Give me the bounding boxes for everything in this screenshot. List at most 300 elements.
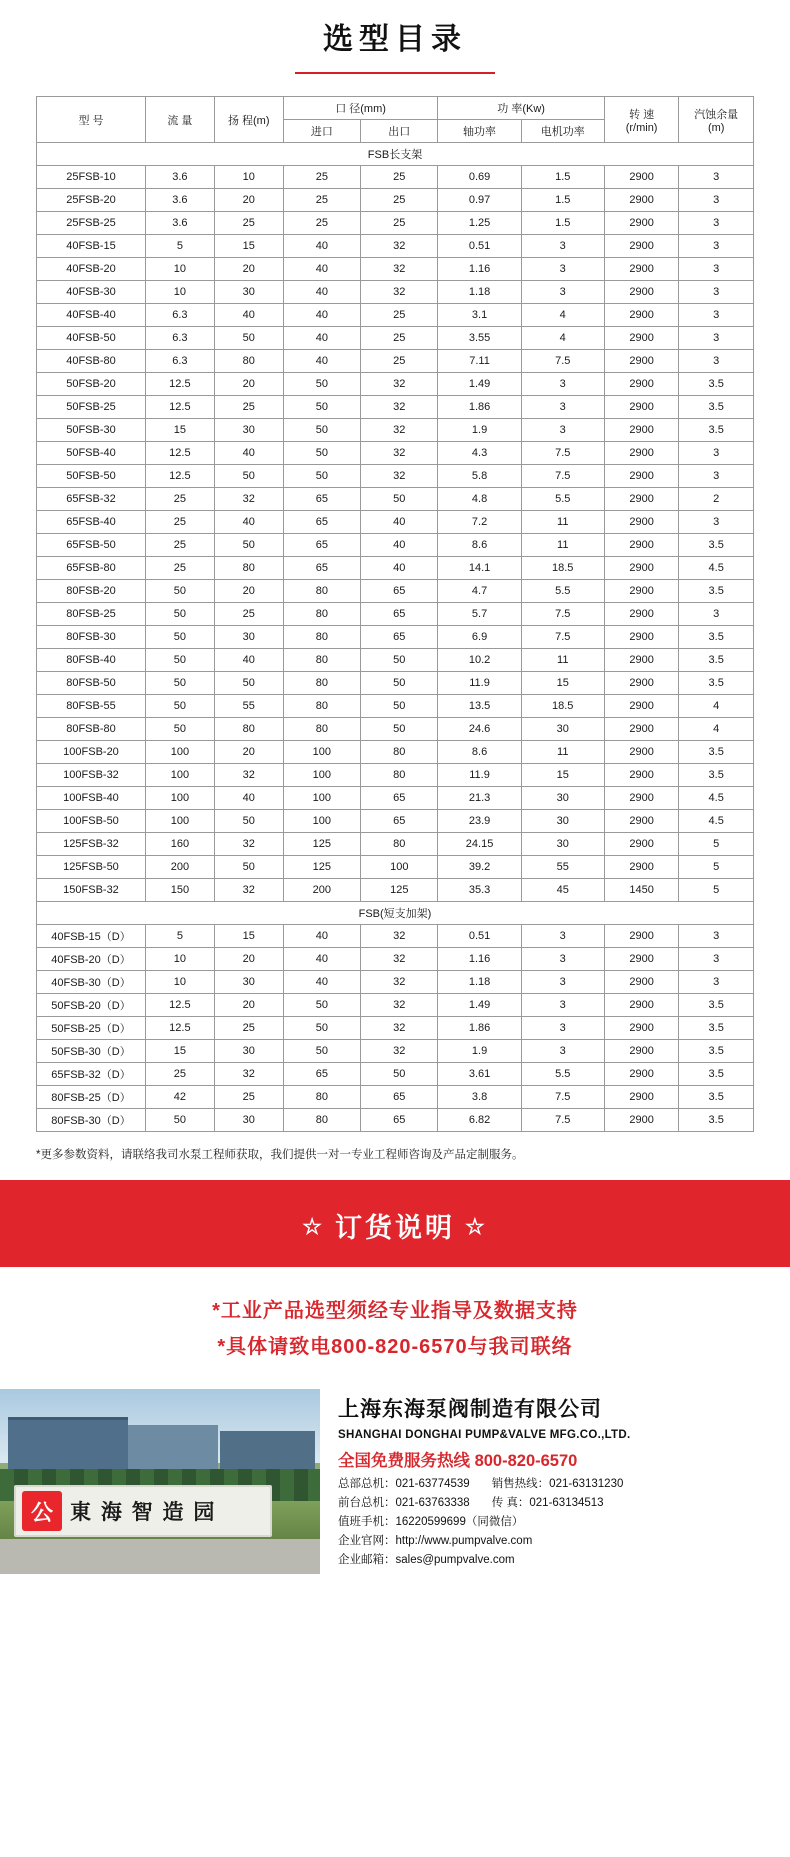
cell-inlet: 50 bbox=[283, 419, 360, 442]
contact-row bbox=[338, 1513, 780, 1532]
cell-outlet: 65 bbox=[361, 626, 438, 649]
cell-motor-power: 3 bbox=[521, 925, 604, 948]
th-npsh-unit: (m) bbox=[707, 121, 725, 134]
cell-outlet: 32 bbox=[361, 994, 438, 1017]
star-icon-right: ☆ bbox=[465, 1214, 488, 1239]
cell-npsh: 3 bbox=[679, 166, 754, 189]
cell-head: 25 bbox=[214, 396, 283, 419]
cell-outlet: 50 bbox=[361, 718, 438, 741]
photo-road bbox=[0, 1539, 320, 1574]
cell-model: 50FSB-50 bbox=[37, 465, 146, 488]
cell-speed: 2900 bbox=[604, 626, 679, 649]
cell-motor-power: 15 bbox=[521, 672, 604, 695]
cell-model: 40FSB-20 bbox=[37, 258, 146, 281]
cell-speed: 2900 bbox=[604, 1017, 679, 1040]
cell-motor-power: 3 bbox=[521, 994, 604, 1017]
cell-head: 20 bbox=[214, 741, 283, 764]
cell-speed: 2900 bbox=[604, 166, 679, 189]
cell-flow: 160 bbox=[145, 833, 214, 856]
cell-motor-power: 3 bbox=[521, 948, 604, 971]
cell-inlet: 80 bbox=[283, 626, 360, 649]
cell-model: 40FSB-30（D） bbox=[37, 971, 146, 994]
photo-signboard bbox=[14, 1485, 272, 1537]
cell-head: 15 bbox=[214, 235, 283, 258]
cell-npsh: 3 bbox=[679, 603, 754, 626]
cell-shaft-power: 8.6 bbox=[438, 534, 521, 557]
cell-inlet: 40 bbox=[283, 258, 360, 281]
table-row bbox=[37, 833, 754, 856]
cell-inlet: 50 bbox=[283, 1017, 360, 1040]
th-flow: 流 量 bbox=[145, 97, 214, 143]
cell-head: 40 bbox=[214, 442, 283, 465]
cell-head: 50 bbox=[214, 327, 283, 350]
cell-npsh: 3 bbox=[679, 304, 754, 327]
cell-outlet: 32 bbox=[361, 465, 438, 488]
cell-inlet: 50 bbox=[283, 465, 360, 488]
cell-motor-power: 3 bbox=[521, 235, 604, 258]
cell-inlet: 50 bbox=[283, 396, 360, 419]
cell-speed: 2900 bbox=[604, 1063, 679, 1086]
cell-outlet: 40 bbox=[361, 557, 438, 580]
cell-motor-power: 11 bbox=[521, 534, 604, 557]
cell-speed: 2900 bbox=[604, 304, 679, 327]
cell-model: 65FSB-32 bbox=[37, 488, 146, 511]
cell-npsh: 4.5 bbox=[679, 787, 754, 810]
cell-npsh: 3.5 bbox=[679, 1063, 754, 1086]
cell-outlet: 40 bbox=[361, 511, 438, 534]
cell-shaft-power: 4.7 bbox=[438, 580, 521, 603]
cell-inlet: 50 bbox=[283, 994, 360, 1017]
cell-head: 50 bbox=[214, 534, 283, 557]
cell-shaft-power: 1.86 bbox=[438, 396, 521, 419]
cell-speed: 2900 bbox=[604, 1086, 679, 1109]
cell-shaft-power: 13.5 bbox=[438, 695, 521, 718]
cell-model: 65FSB-80 bbox=[37, 557, 146, 580]
table-row bbox=[37, 373, 754, 396]
th-inlet: 进口 bbox=[283, 120, 360, 143]
table-row bbox=[37, 235, 754, 258]
cell-motor-power: 18.5 bbox=[521, 557, 604, 580]
cell-inlet: 40 bbox=[283, 304, 360, 327]
cell-npsh: 5 bbox=[679, 833, 754, 856]
cell-head: 10 bbox=[214, 166, 283, 189]
th-speed-unit: (r/min) bbox=[625, 121, 658, 134]
cell-speed: 2900 bbox=[604, 948, 679, 971]
cell-flow: 200 bbox=[145, 856, 214, 879]
cell-inlet: 200 bbox=[283, 879, 360, 902]
cell-npsh: 3 bbox=[679, 212, 754, 235]
cell-outlet: 50 bbox=[361, 1063, 438, 1086]
cell-shaft-power: 1.18 bbox=[438, 971, 521, 994]
cell-speed: 2900 bbox=[604, 212, 679, 235]
cell-model: 40FSB-30 bbox=[37, 281, 146, 304]
cell-head: 50 bbox=[214, 465, 283, 488]
contact-right: 传 真：021-63134513 bbox=[491, 1497, 604, 1509]
cell-inlet: 40 bbox=[283, 281, 360, 304]
cell-motor-power: 30 bbox=[521, 787, 604, 810]
cell-motor-power: 7.5 bbox=[521, 465, 604, 488]
cell-npsh: 3 bbox=[679, 925, 754, 948]
cell-outlet: 65 bbox=[361, 603, 438, 626]
cell-shaft-power: 39.2 bbox=[438, 856, 521, 879]
cell-npsh: 2 bbox=[679, 488, 754, 511]
cell-model: 100FSB-40 bbox=[37, 787, 146, 810]
cell-inlet: 80 bbox=[283, 672, 360, 695]
cell-model: 125FSB-50 bbox=[37, 856, 146, 879]
cell-outlet: 80 bbox=[361, 833, 438, 856]
cell-motor-power: 1.5 bbox=[521, 189, 604, 212]
th-shaft-power: 轴功率 bbox=[438, 120, 521, 143]
cell-npsh: 3.5 bbox=[679, 649, 754, 672]
footnote: *更多参数资料，请联络我司水泵工程师获取，我们提供一对一专业工程师咨询及产品定制服务。 bbox=[36, 1149, 524, 1161]
cell-motor-power: 3 bbox=[521, 1040, 604, 1063]
cell-head: 20 bbox=[214, 580, 283, 603]
cell-model: 40FSB-15（D） bbox=[37, 925, 146, 948]
cell-shaft-power: 23.9 bbox=[438, 810, 521, 833]
spec-table-head bbox=[37, 97, 754, 143]
cell-flow: 12.5 bbox=[145, 396, 214, 419]
cell-flow: 25 bbox=[145, 1063, 214, 1086]
cell-motor-power: 3 bbox=[521, 419, 604, 442]
group-row-fsb-short-bracket bbox=[37, 902, 754, 925]
cell-motor-power: 7.5 bbox=[521, 603, 604, 626]
th-motor-power: 电机功率 bbox=[521, 120, 604, 143]
cell-speed: 2900 bbox=[604, 695, 679, 718]
cell-head: 25 bbox=[214, 212, 283, 235]
company-logo-icon: 公 bbox=[22, 1491, 62, 1531]
cell-outlet: 40 bbox=[361, 534, 438, 557]
cell-outlet: 65 bbox=[361, 787, 438, 810]
cell-npsh: 3 bbox=[679, 281, 754, 304]
cell-npsh: 5 bbox=[679, 879, 754, 902]
contact-left: 前台总机：021-63763338 bbox=[338, 1497, 470, 1509]
cell-flow: 100 bbox=[145, 810, 214, 833]
table-row bbox=[37, 856, 754, 879]
table-row bbox=[37, 649, 754, 672]
cell-flow: 10 bbox=[145, 258, 214, 281]
table-row bbox=[37, 810, 754, 833]
cell-npsh: 4.5 bbox=[679, 557, 754, 580]
cell-model: 100FSB-50 bbox=[37, 810, 146, 833]
cell-flow: 42 bbox=[145, 1086, 214, 1109]
cell-inlet: 65 bbox=[283, 1063, 360, 1086]
cell-model: 50FSB-20（D） bbox=[37, 994, 146, 1017]
table-row bbox=[37, 1017, 754, 1040]
cell-inlet: 50 bbox=[283, 373, 360, 396]
cell-motor-power: 5.5 bbox=[521, 580, 604, 603]
cell-model: 65FSB-50 bbox=[37, 534, 146, 557]
cell-outlet: 50 bbox=[361, 672, 438, 695]
cell-npsh: 3.5 bbox=[679, 764, 754, 787]
table-row bbox=[37, 764, 754, 787]
cell-outlet: 32 bbox=[361, 442, 438, 465]
cell-model: 50FSB-25（D） bbox=[37, 1017, 146, 1040]
cell-head: 15 bbox=[214, 925, 283, 948]
th-npsh-label: 汽蚀余量 bbox=[694, 108, 739, 121]
cell-inlet: 65 bbox=[283, 511, 360, 534]
cell-npsh: 3.5 bbox=[679, 1086, 754, 1109]
cell-head: 32 bbox=[214, 879, 283, 902]
cell-shaft-power: 3.55 bbox=[438, 327, 521, 350]
cell-npsh: 3 bbox=[679, 189, 754, 212]
company-name-en: SHANGHAI DONGHAI PUMP&VALVE MFG.CO.,LTD. bbox=[338, 1429, 631, 1441]
cell-inlet: 100 bbox=[283, 787, 360, 810]
cell-motor-power: 7.5 bbox=[521, 1109, 604, 1132]
group-row-fsb-short-bracket-label: FSB(短支加架) bbox=[37, 902, 754, 925]
group-row-fsb-long-bracket-label: FSB长支架 bbox=[37, 143, 754, 166]
cell-inlet: 40 bbox=[283, 971, 360, 994]
cell-npsh: 3.5 bbox=[679, 626, 754, 649]
cell-head: 30 bbox=[214, 971, 283, 994]
cell-flow: 50 bbox=[145, 649, 214, 672]
notice-block bbox=[0, 1267, 790, 1389]
cell-speed: 2900 bbox=[604, 350, 679, 373]
cell-model: 80FSB-25（D） bbox=[37, 1086, 146, 1109]
cell-model: 100FSB-20 bbox=[37, 741, 146, 764]
table-row bbox=[37, 695, 754, 718]
spec-table-wrapper bbox=[0, 74, 790, 1132]
cell-inlet: 25 bbox=[283, 166, 360, 189]
cell-flow: 50 bbox=[145, 580, 214, 603]
table-row bbox=[37, 534, 754, 557]
cell-shaft-power: 0.51 bbox=[438, 235, 521, 258]
cell-shaft-power: 24.6 bbox=[438, 718, 521, 741]
table-row bbox=[37, 212, 754, 235]
cell-speed: 2900 bbox=[604, 396, 679, 419]
table-row bbox=[37, 350, 754, 373]
contact-left: 值班手机：16220599699（同微信） bbox=[338, 1516, 524, 1528]
cell-shaft-power: 0.51 bbox=[438, 925, 521, 948]
cell-flow: 5 bbox=[145, 925, 214, 948]
cell-inlet: 80 bbox=[283, 1109, 360, 1132]
cell-flow: 12.5 bbox=[145, 994, 214, 1017]
cell-head: 20 bbox=[214, 189, 283, 212]
footer bbox=[0, 1389, 790, 1592]
cell-speed: 2900 bbox=[604, 649, 679, 672]
cell-model: 80FSB-25 bbox=[37, 603, 146, 626]
cell-inlet: 65 bbox=[283, 534, 360, 557]
cell-model: 25FSB-20 bbox=[37, 189, 146, 212]
table-row bbox=[37, 1086, 754, 1109]
table-row bbox=[37, 442, 754, 465]
cell-outlet: 125 bbox=[361, 879, 438, 902]
spec-table-body bbox=[37, 143, 754, 1132]
cell-inlet: 40 bbox=[283, 948, 360, 971]
cell-inlet: 125 bbox=[283, 833, 360, 856]
table-row bbox=[37, 787, 754, 810]
cell-head: 50 bbox=[214, 856, 283, 879]
cell-flow: 10 bbox=[145, 281, 214, 304]
cell-flow: 6.3 bbox=[145, 350, 214, 373]
cell-speed: 2900 bbox=[604, 971, 679, 994]
cell-speed: 2900 bbox=[604, 810, 679, 833]
cell-speed: 2900 bbox=[604, 258, 679, 281]
cell-model: 80FSB-40 bbox=[37, 649, 146, 672]
cell-npsh: 3.5 bbox=[679, 994, 754, 1017]
cell-flow: 25 bbox=[145, 511, 214, 534]
th-speed-label: 转 速 bbox=[629, 108, 655, 121]
cell-motor-power: 4 bbox=[521, 327, 604, 350]
cell-speed: 2900 bbox=[604, 603, 679, 626]
cell-outlet: 32 bbox=[361, 971, 438, 994]
cell-flow: 100 bbox=[145, 787, 214, 810]
cell-npsh: 3 bbox=[679, 327, 754, 350]
cell-motor-power: 45 bbox=[521, 879, 604, 902]
cell-model: 50FSB-30（D） bbox=[37, 1040, 146, 1063]
cell-motor-power: 7.5 bbox=[521, 442, 604, 465]
cell-inlet: 40 bbox=[283, 350, 360, 373]
cell-head: 30 bbox=[214, 1109, 283, 1132]
table-row bbox=[37, 718, 754, 741]
cell-shaft-power: 0.97 bbox=[438, 189, 521, 212]
cell-motor-power: 30 bbox=[521, 810, 604, 833]
cell-inlet: 80 bbox=[283, 649, 360, 672]
cell-motor-power: 30 bbox=[521, 833, 604, 856]
cell-head: 40 bbox=[214, 787, 283, 810]
cell-model: 80FSB-30（D） bbox=[37, 1109, 146, 1132]
cell-flow: 50 bbox=[145, 718, 214, 741]
cell-motor-power: 15 bbox=[521, 764, 604, 787]
table-row bbox=[37, 327, 754, 350]
cell-flow: 50 bbox=[145, 626, 214, 649]
cell-npsh: 3.5 bbox=[679, 1040, 754, 1063]
cell-shaft-power: 24.15 bbox=[438, 833, 521, 856]
cell-flow: 100 bbox=[145, 741, 214, 764]
cell-npsh: 3.5 bbox=[679, 396, 754, 419]
cell-head: 20 bbox=[214, 948, 283, 971]
cell-shaft-power: 3.8 bbox=[438, 1086, 521, 1109]
cell-model: 50FSB-20 bbox=[37, 373, 146, 396]
cell-npsh: 3.5 bbox=[679, 741, 754, 764]
cell-shaft-power: 1.86 bbox=[438, 1017, 521, 1040]
table-row bbox=[37, 925, 754, 948]
cell-flow: 3.6 bbox=[145, 212, 214, 235]
cell-speed: 2900 bbox=[604, 327, 679, 350]
cell-head: 30 bbox=[214, 626, 283, 649]
cell-model: 125FSB-32 bbox=[37, 833, 146, 856]
cell-inlet: 100 bbox=[283, 764, 360, 787]
cell-shaft-power: 1.16 bbox=[438, 258, 521, 281]
cell-inlet: 40 bbox=[283, 235, 360, 258]
cell-shaft-power: 1.9 bbox=[438, 419, 521, 442]
notice-line-2: *具体请致电800-820-6570与我司联络 bbox=[217, 1336, 573, 1358]
cell-shaft-power: 1.49 bbox=[438, 373, 521, 396]
cell-head: 40 bbox=[214, 304, 283, 327]
cell-outlet: 50 bbox=[361, 695, 438, 718]
cell-motor-power: 11 bbox=[521, 649, 604, 672]
cell-outlet: 32 bbox=[361, 258, 438, 281]
cell-shaft-power: 35.3 bbox=[438, 879, 521, 902]
cell-outlet: 32 bbox=[361, 373, 438, 396]
cell-inlet: 100 bbox=[283, 810, 360, 833]
cell-outlet: 65 bbox=[361, 1109, 438, 1132]
cell-npsh: 3.5 bbox=[679, 534, 754, 557]
cell-npsh: 3.5 bbox=[679, 373, 754, 396]
contact-right: 销售热线：021-63131230 bbox=[491, 1478, 624, 1490]
cell-npsh: 4 bbox=[679, 718, 754, 741]
table-row bbox=[37, 672, 754, 695]
table-row bbox=[37, 258, 754, 281]
cell-head: 50 bbox=[214, 810, 283, 833]
contact-left: 总部总机：021-63774539 bbox=[338, 1478, 470, 1490]
cell-speed: 2900 bbox=[604, 741, 679, 764]
cell-model: 80FSB-55 bbox=[37, 695, 146, 718]
table-row bbox=[37, 994, 754, 1017]
header-row-1 bbox=[37, 97, 754, 120]
cell-outlet: 80 bbox=[361, 741, 438, 764]
contact-row bbox=[338, 1494, 780, 1513]
cell-shaft-power: 6.9 bbox=[438, 626, 521, 649]
cell-speed: 2900 bbox=[604, 925, 679, 948]
table-row bbox=[37, 189, 754, 212]
cell-model: 25FSB-25 bbox=[37, 212, 146, 235]
cell-speed: 2900 bbox=[604, 833, 679, 856]
table-row bbox=[37, 396, 754, 419]
cell-outlet: 32 bbox=[361, 1017, 438, 1040]
table-row bbox=[37, 603, 754, 626]
cell-outlet: 32 bbox=[361, 235, 438, 258]
star-icon-left: ☆ bbox=[302, 1214, 325, 1239]
cell-shaft-power: 3.61 bbox=[438, 1063, 521, 1086]
cell-flow: 5 bbox=[145, 235, 214, 258]
cell-shaft-power: 4.8 bbox=[438, 488, 521, 511]
cell-outlet: 65 bbox=[361, 1086, 438, 1109]
table-row bbox=[37, 465, 754, 488]
cell-model: 80FSB-30 bbox=[37, 626, 146, 649]
cell-motor-power: 3 bbox=[521, 396, 604, 419]
cell-speed: 2900 bbox=[604, 442, 679, 465]
hotline: 全国免费服务热线 800-820-6570 bbox=[338, 1452, 578, 1470]
cell-head: 32 bbox=[214, 488, 283, 511]
cell-npsh: 3 bbox=[679, 511, 754, 534]
cell-motor-power: 3 bbox=[521, 281, 604, 304]
th-diameter-group: 口 径(mm) bbox=[283, 97, 438, 120]
table-row bbox=[37, 580, 754, 603]
cell-head: 25 bbox=[214, 1017, 283, 1040]
cell-flow: 12.5 bbox=[145, 373, 214, 396]
cell-speed: 2900 bbox=[604, 764, 679, 787]
cell-head: 25 bbox=[214, 603, 283, 626]
cell-head: 55 bbox=[214, 695, 283, 718]
cell-outlet: 25 bbox=[361, 350, 438, 373]
page-title: 选型目录 bbox=[323, 23, 467, 56]
cell-outlet: 65 bbox=[361, 810, 438, 833]
cell-speed: 2900 bbox=[604, 672, 679, 695]
cell-inlet: 80 bbox=[283, 718, 360, 741]
cell-shaft-power: 4.3 bbox=[438, 442, 521, 465]
cell-model: 40FSB-20（D） bbox=[37, 948, 146, 971]
cell-model: 40FSB-15 bbox=[37, 235, 146, 258]
cell-npsh: 3.5 bbox=[679, 580, 754, 603]
cell-inlet: 50 bbox=[283, 442, 360, 465]
cell-speed: 2900 bbox=[604, 580, 679, 603]
cell-motor-power: 3 bbox=[521, 258, 604, 281]
cell-inlet: 40 bbox=[283, 327, 360, 350]
cell-head: 30 bbox=[214, 281, 283, 304]
cell-flow: 3.6 bbox=[145, 189, 214, 212]
cell-shaft-power: 14.1 bbox=[438, 557, 521, 580]
cell-speed: 2900 bbox=[604, 1109, 679, 1132]
cell-inlet: 40 bbox=[283, 925, 360, 948]
cell-npsh: 5 bbox=[679, 856, 754, 879]
cell-flow: 50 bbox=[145, 672, 214, 695]
cell-flow: 50 bbox=[145, 1109, 214, 1132]
cell-head: 80 bbox=[214, 350, 283, 373]
cell-speed: 2900 bbox=[604, 488, 679, 511]
th-head: 扬 程(m) bbox=[214, 97, 283, 143]
cell-flow: 150 bbox=[145, 879, 214, 902]
table-row bbox=[37, 741, 754, 764]
